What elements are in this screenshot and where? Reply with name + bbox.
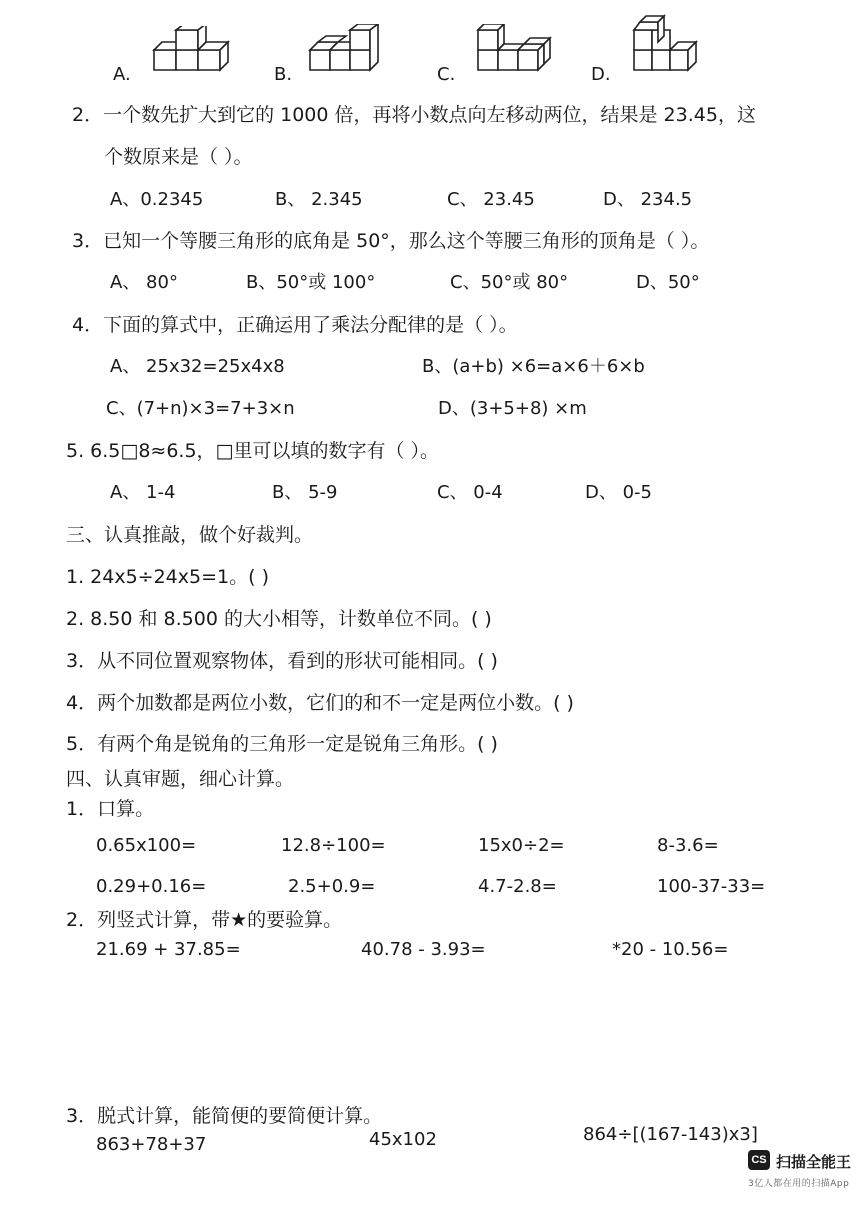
stepwise-calc-title: 3．脱式计算，能简便的要简便计算。: [66, 1105, 383, 1127]
q3-text: 3．已知一个等腰三角形的底角是 50°，那么这个等腰三角形的顶角是（ ）。: [72, 230, 710, 252]
q2-text-line2: 个数原来是（ ）。: [104, 146, 253, 168]
q5-option-c: C、 0-4: [437, 482, 503, 503]
vertical-calc-title: 2．列竖式计算，带★的要验算。: [66, 909, 343, 931]
cube-figure-a: [150, 26, 230, 72]
q3-option-b: B、50°或 100°: [246, 272, 376, 293]
oral-calc-item: 8-3.6=: [657, 835, 719, 856]
section4-title: 四、认真审题，细心计算。: [66, 768, 295, 790]
q2-option-b: B、 2.345: [275, 189, 363, 210]
section3-title: 三、认真推敲，做个好裁判。: [66, 524, 314, 546]
q3-option-c: C、50°或 80°: [450, 272, 569, 293]
q5-option-b: B、 5-9: [272, 482, 338, 503]
q5-option-a: A、 1-4: [110, 482, 176, 503]
cube-figure-d: [630, 14, 704, 74]
q1-option-b-label: B.: [274, 64, 293, 85]
q5-text: 5. 6.5□8≈6.5，□里可以填的数字有（ ）。: [66, 440, 440, 462]
oral-calc-item: 0.65x100=: [96, 835, 197, 856]
section3-item-3: 3．从不同位置观察物体，看到的形状可能相同。( ): [66, 650, 498, 672]
oral-calc-title: 1．口算。: [66, 798, 155, 820]
oral-calc-item: 2.5+0.9=: [288, 876, 376, 897]
q4-option-b: B、(a+b) ×6=a×6＋6×b: [422, 356, 645, 377]
cube-figure-c: [474, 24, 560, 74]
stepwise-calc-item: 863+78+37: [96, 1134, 207, 1155]
vertical-calc-item: 21.69 + 37.85=: [96, 939, 241, 960]
q1-option-c-label: C.: [437, 64, 456, 85]
section3-item-1: 1. 24x5÷24x5=1。( ): [66, 566, 269, 588]
section3-item-4: 4．两个加数都是两位小数，它们的和不一定是两位小数。( ): [66, 692, 574, 714]
oral-calc-item: 4.7-2.8=: [478, 876, 557, 897]
q5-option-d: D、 0-5: [585, 482, 652, 503]
q3-option-a: A、 80°: [110, 272, 178, 293]
q4-text: 4．下面的算式中，正确运用了乘法分配律的是（ ）。: [72, 314, 518, 336]
vertical-calc-item: *20 - 10.56=: [612, 939, 729, 960]
scanner-logo-icon: CS: [748, 1150, 770, 1170]
q3-option-d: D、50°: [636, 272, 700, 293]
q1-option-a-label: A.: [113, 64, 131, 85]
q4-option-a: A、 25x32=25x4x8: [110, 356, 285, 377]
vertical-calc-item: 40.78 - 3.93=: [361, 939, 486, 960]
q1-option-d-label: D.: [591, 64, 611, 85]
oral-calc-item: 100-37-33=: [657, 876, 766, 897]
section3-item-2: 2. 8.50 和 8.500 的大小相等，计数单位不同。( ): [66, 608, 492, 630]
scanner-app-name: 扫描全能王: [776, 1153, 852, 1171]
scanner-watermark: [748, 1150, 860, 1216]
q2-option-a: A、0.2345: [110, 189, 204, 210]
scanner-app-tagline: 3亿人都在用的扫描App: [748, 1179, 850, 1189]
cube-figure-b: [306, 24, 386, 72]
oral-calc-item: 12.8÷100=: [281, 835, 386, 856]
oral-calc-item: 0.29+0.16=: [96, 876, 207, 897]
stepwise-calc-item: 45x102: [369, 1129, 437, 1150]
q2-text-line1: 2．一个数先扩大到它的 1000 倍，再将小数点向左移动两位，结果是 23.45，这: [72, 104, 756, 126]
stepwise-calc-item: 864÷[(167-143)x3]: [583, 1124, 758, 1145]
q2-option-c: C、 23.45: [447, 189, 535, 210]
section3-item-5: 5．有两个角是锐角的三角形一定是锐角三角形。( ): [66, 733, 498, 755]
q4-option-c: C、(7+n)×3=7+3×n: [106, 398, 295, 419]
q4-option-d: D、(3+5+8) ×m: [438, 398, 587, 419]
oral-calc-item: 15x0÷2=: [478, 835, 565, 856]
q2-option-d: D、 234.5: [603, 189, 693, 210]
